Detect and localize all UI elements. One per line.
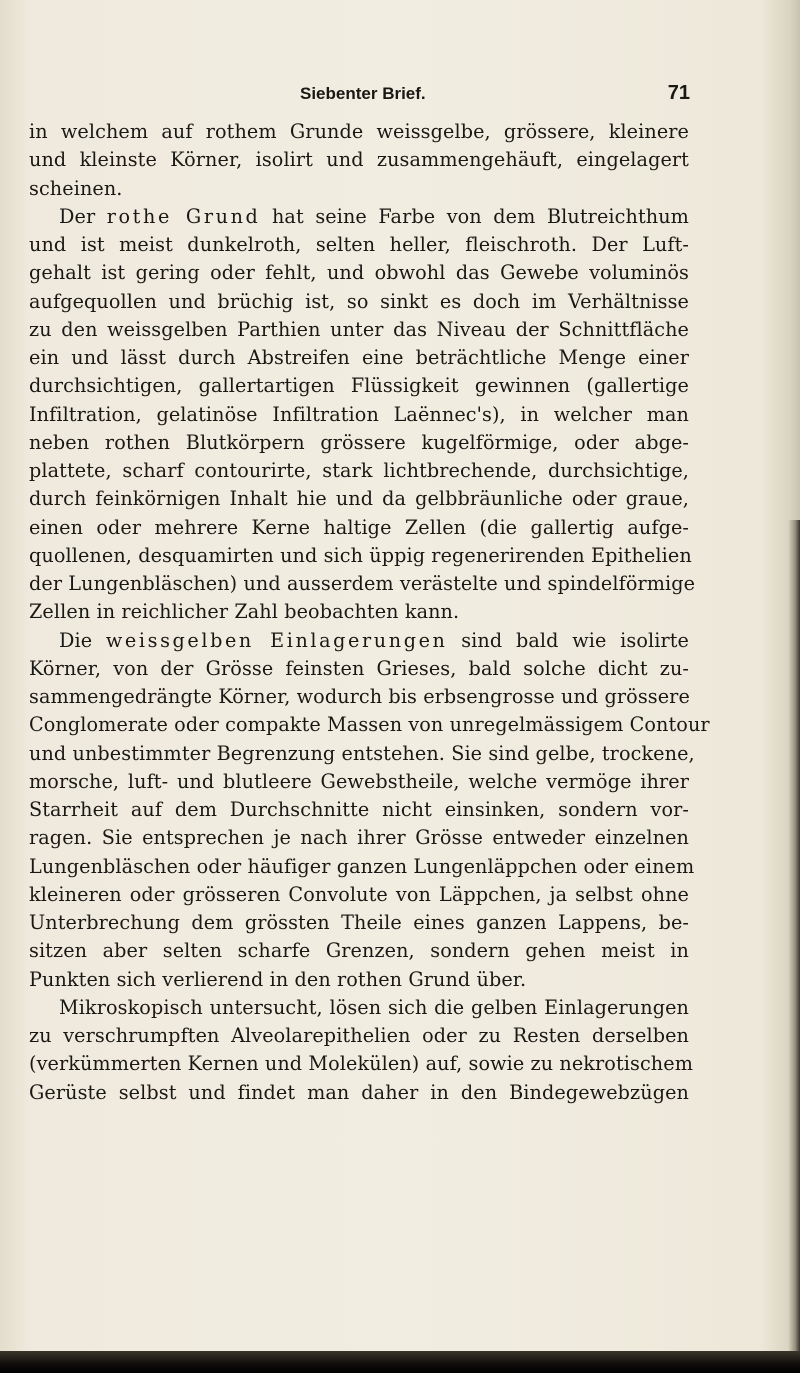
text-line: Punkten sich verlierend in den rothen Grund über. — [29, 967, 527, 991]
text-line: sammengedrängte Körner, wodurch bis erbsengrosse und grössere — [29, 685, 690, 708]
text-line: zu den weissgelben Parthien unter das Niveau der Schnittfläche — [29, 317, 689, 341]
page-edge-shadow — [788, 520, 800, 1373]
text-line: Körner, von der Grösse feinsten Grieses, bald solche dicht zu- — [29, 656, 689, 680]
text-line: Starrheit auf dem Durchschnitte nicht einsinken, sondern vor- — [29, 798, 689, 821]
text-line: plattete, scharf contourirte, stark lichtbrechende, durchsichtige, — [29, 459, 689, 482]
text-line: ein und lässt durch Abstreifen eine beträchtliche Menge einer — [29, 346, 689, 369]
emphasized-term: weissgelben Einlagerungen — [105, 628, 448, 652]
text-line: Lungenbläschen oder häufiger ganzen Lungenläppchen oder einem — [29, 854, 695, 878]
text-line: durchsichtigen, gallertartigen Flüssigkeit gewinnen (gallertige — [29, 374, 689, 398]
text-line: Unterbrechung dem grössten Theile eines ganzen Lappens, be- — [29, 911, 689, 934]
text-line: aufgequollen und brüchig ist, so sinkt es doch im Verhältnisse — [29, 289, 689, 313]
text-line: gehalt ist gering oder fehlt, und obwohl das Gewebe voluminös — [29, 261, 689, 285]
text-line: einen oder mehrere Kerne haltige Zellen (die gallertig aufge- — [29, 515, 689, 539]
page-number: 71 — [667, 82, 690, 104]
text-line: Der rothe Grund hat seine Farbe von dem Blutreichthum — [59, 204, 689, 228]
text-line: Mikroskopisch untersucht, lösen sich die gelben Einlagerungen — [59, 995, 689, 1019]
text-line: Conglomerate oder compakte Massen von unregelmässigem Contour — [29, 713, 710, 737]
text-line: der Lungenbläschen) und ausserdem verästelte und spindelförmige — [29, 572, 696, 595]
page-header — [300, 84, 690, 108]
text-line: und kleinste Körner, isolirt und zusammengehäuft, eingelagert — [29, 148, 689, 172]
scan-bottom-edge — [0, 1351, 800, 1373]
text-line: Gerüste selbst und findet man daher in den Bindegewebzügen — [29, 1080, 689, 1104]
text-line: neben rothen Blutkörpern grössere kugelförmige, oder abge- — [29, 430, 689, 454]
text-line: Infiltration, gelatinöse Infiltration Laënnec's), in welcher man — [29, 402, 689, 426]
text-line: in welchem auf rothem Grunde weissgelbe, grössere, kleinere — [29, 120, 689, 143]
text-line: Zellen in reichlicher Zahl beobachten kann. — [29, 600, 460, 624]
text-line: Die weissgelben Einlagerungen sind bald wie isolirte — [59, 628, 689, 652]
text-line: quollenen, desquamirten und sich üppig regenerirenden Epithelien — [29, 543, 692, 567]
text-line: und ist meist dunkelroth, selten heller, fleischroth. Der Luft- — [29, 233, 689, 256]
emphasized-term: rothe Grund — [106, 204, 261, 228]
running-title: Siebenter Brief. — [300, 84, 426, 103]
text-line: ragen. Sie entsprechen je nach ihrer Grösse entweder einzelnen — [29, 826, 689, 850]
text-line: kleineren oder grösseren Convolute von Läppchen, ja selbst ohne — [29, 882, 689, 906]
text-line: zu verschrumpften Alveolarepithelien oder zu Resten derselben — [29, 1024, 689, 1047]
text-line: sitzen aber selten scharfe Grenzen, sondern gehen meist in — [29, 939, 689, 963]
text-line: durch feinkörnigen Inhalt hie und da gelbbräunliche oder graue, — [29, 487, 689, 511]
text-line: (verkümmerten Kernen und Molekülen) auf, sowie zu nekrotischem — [29, 1052, 693, 1076]
text-line: scheinen. — [29, 176, 123, 200]
text-line: morsche, luft- und blutleere Gewebstheile, welche vermöge ihrer — [29, 769, 689, 793]
text-line: und unbestimmter Begrenzung entstehen. Sie sind gelbe, trockene, — [29, 741, 695, 765]
body-text — [29, 118, 710, 1107]
